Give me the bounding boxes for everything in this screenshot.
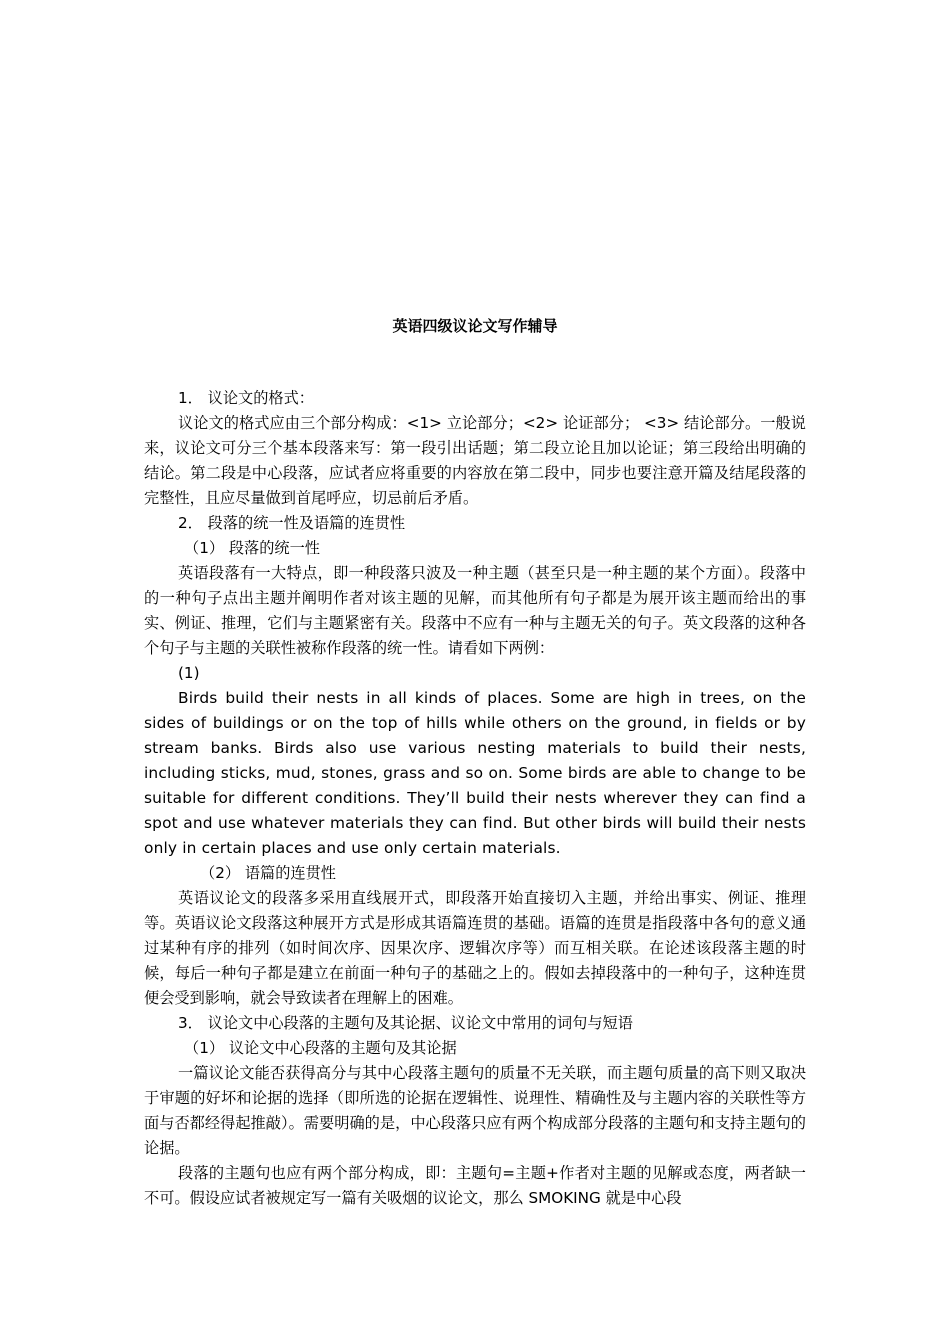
section-2-1-heading: （1） 段落的统一性 <box>184 539 320 557</box>
section-2-heading: 2． 段落的统一性及语篇的连贯性 <box>178 514 406 532</box>
title-spacer <box>144 338 806 386</box>
section-2-2-heading: （2） 语篇的连贯性 <box>200 864 336 882</box>
section-1-paragraph: 议论文的格式应由三个部分构成：<1> 立论部分；<2> 论证部分； <3> 结论部分。一般说来，议论文可分三个基本段落来写：第一段引出话题；第二段立论且加以论证；第三段给出明确的结论。第二段是中心段落，应试者应将重要的内容放在第二段中，同步也要注意开篇及结尾段落的完整性，且应尽量做到首尾呼应，切忌前后矛盾。 <box>144 414 806 507</box>
section-3-1-paragraph-1: 一篇议论文能否获得高分与其中心段落主题句的质量不无关联，而主题句质量的高下则又取决于审题的好坏和论据的选择（即所选的论据在逻辑性、说理性、精确性及与主题内容的关联性等方面与否都经得起推敲）。需要明确的是，中心段落只应有两个构成部分段落的主题句和支持主题句的论据。 <box>144 1064 806 1157</box>
section-3-1-heading: （1） 议论文中心段落的主题句及其论据 <box>184 1039 457 1057</box>
section-2-1-paragraph: 英语段落有一大特点，即一种段落只波及一种主题（甚至只是一种主题的某个方面）。段落中的一种句子点出主题并阐明作者对该主题的见解，而其他所有句子都是为展开该主题而给出的事实、例证、推理，它们与主题紧密有关。段落中不应有一种与主题无关的句子。英文段落的这种各个句子与主题的关联性被称作段落的统一性。请看如下两例： <box>144 564 806 657</box>
section-1-heading: 1． 议论文的格式： <box>178 389 314 407</box>
section-3-1-paragraph-2: 段落的主题句也应有两个部分构成，即：主题句=主题+作者对主题的见解或态度，两者缺一不可。假设应试者被规定写一篇有关吸烟的议论文，那么 SMOKING 就是中心段 <box>144 1164 806 1207</box>
document-title: 英语四级议论文写作辅导 <box>392 317 558 335</box>
example-marker: (1) <box>178 664 200 682</box>
example-english-paragraph: Birds build their nests in all kinds of places. Some are high in trees, on the sides of buildings or on the top of hills while others on the ground, in fields or by stream banks. Birds also use various nesting materials to build their nests, including sticks, mud, stones, grass and so on. Some birds are able to change to be suitable for different conditions. They’ll build their nests wherever they can find a spot and use whatever materials they can find. But other birds will build their nests only in certain places and use only certain materials. <box>144 689 806 857</box>
document-body <box>144 314 806 1211</box>
section-3-heading: 3． 议论文中心段落的主题句及其论据、议论文中常用的词句与短语 <box>178 1014 633 1032</box>
section-2-2-paragraph: 英语议论文的段落多采用直线展开式，即段落开始直接切入主题，并给出事实、例证、推理等。英语议论文段落这种展开方式是形成其语篇连贯的基础。语篇的连贯是指段落中各句的意义通过某种有序的排列（如时间次序、因果次序、逻辑次序等）而互相关联。在论述该段落主题的时候，每后一种句子都是建立在前面一种句子的基础之上的。假如去掉段落中的一种句子，这种连贯便会受到影响，就会导致读者在理解上的困难。 <box>144 889 806 1007</box>
